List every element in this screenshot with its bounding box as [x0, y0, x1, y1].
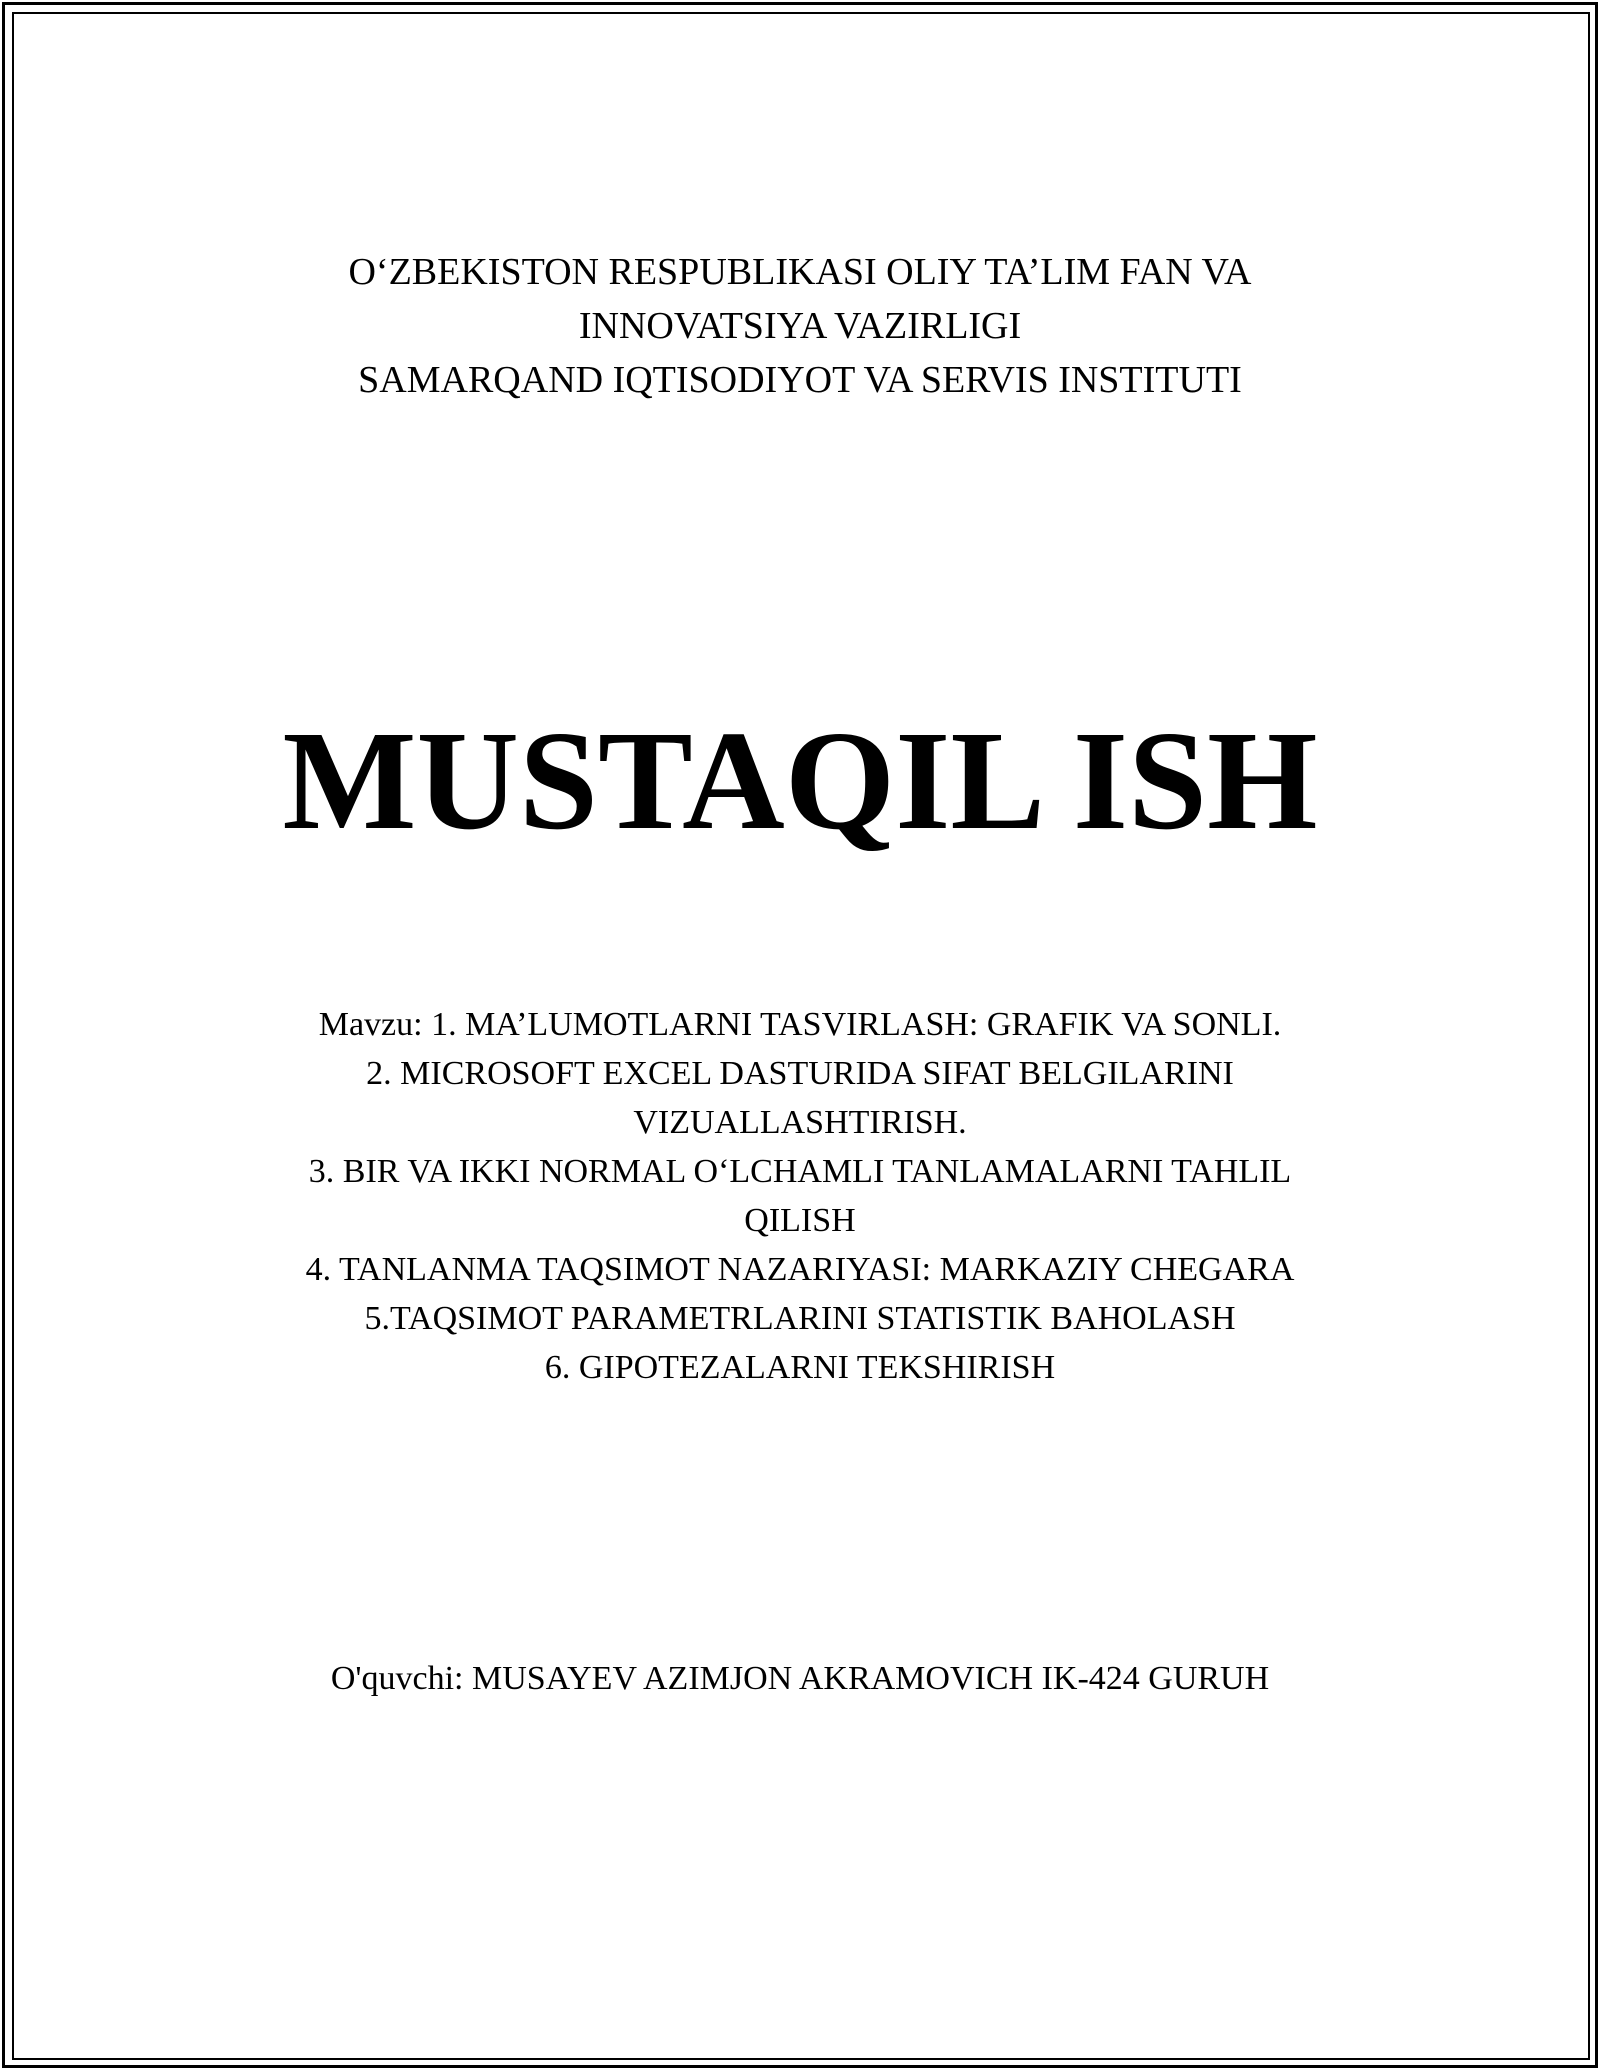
header-line-2: INNOVATSIYA VAZIRLIGI: [578, 305, 1022, 347]
topic-line: 3. BIR VA IKKI NORMAL O‘LCHAMLI TANLAMALARNI TAHLIL: [308, 1153, 1292, 1190]
header-line-1: O‘ZBEKISTON RESPUBLIKASI OLIY TA’LIM FAN VA: [348, 251, 1252, 293]
topic-line: VIZUALLASHTIRISH.: [633, 1104, 967, 1141]
topic-line: 2. MICROSOFT EXCEL DASTURIDA SIFAT BELGILARINI: [366, 1055, 1234, 1092]
topic-line: 5.TAQSIMOT PARAMETRLARINI STATISTIK BAHOLASH: [364, 1300, 1236, 1337]
header-line-3: SAMARQAND IQTISODIYOT VA SERVIS INSTITUTI: [358, 359, 1242, 401]
topic-line: QILISH: [744, 1202, 856, 1239]
institution-header: [0, 245, 1600, 407]
topic-line: Mavzu: 1. MA’LUMOTLARNI TASVIRLASH: GRAFIK VA SONLI.: [318, 1006, 1282, 1043]
topic-line: 6. GIPOTEZALARNI TEKSHIRISH: [544, 1349, 1056, 1386]
student-info: O'quvchi: MUSAYEV AZIMJON AKRAMOVICH IK-424 GURUH: [330, 1660, 1270, 1697]
topic-line: 4. TANLANMA TAQSIMOT NAZARIYASI: MARKAZIY CHEGARA: [305, 1251, 1295, 1288]
document-title: MUSTAQIL ISH: [282, 701, 1318, 859]
topics-block: [0, 1000, 1600, 1392]
